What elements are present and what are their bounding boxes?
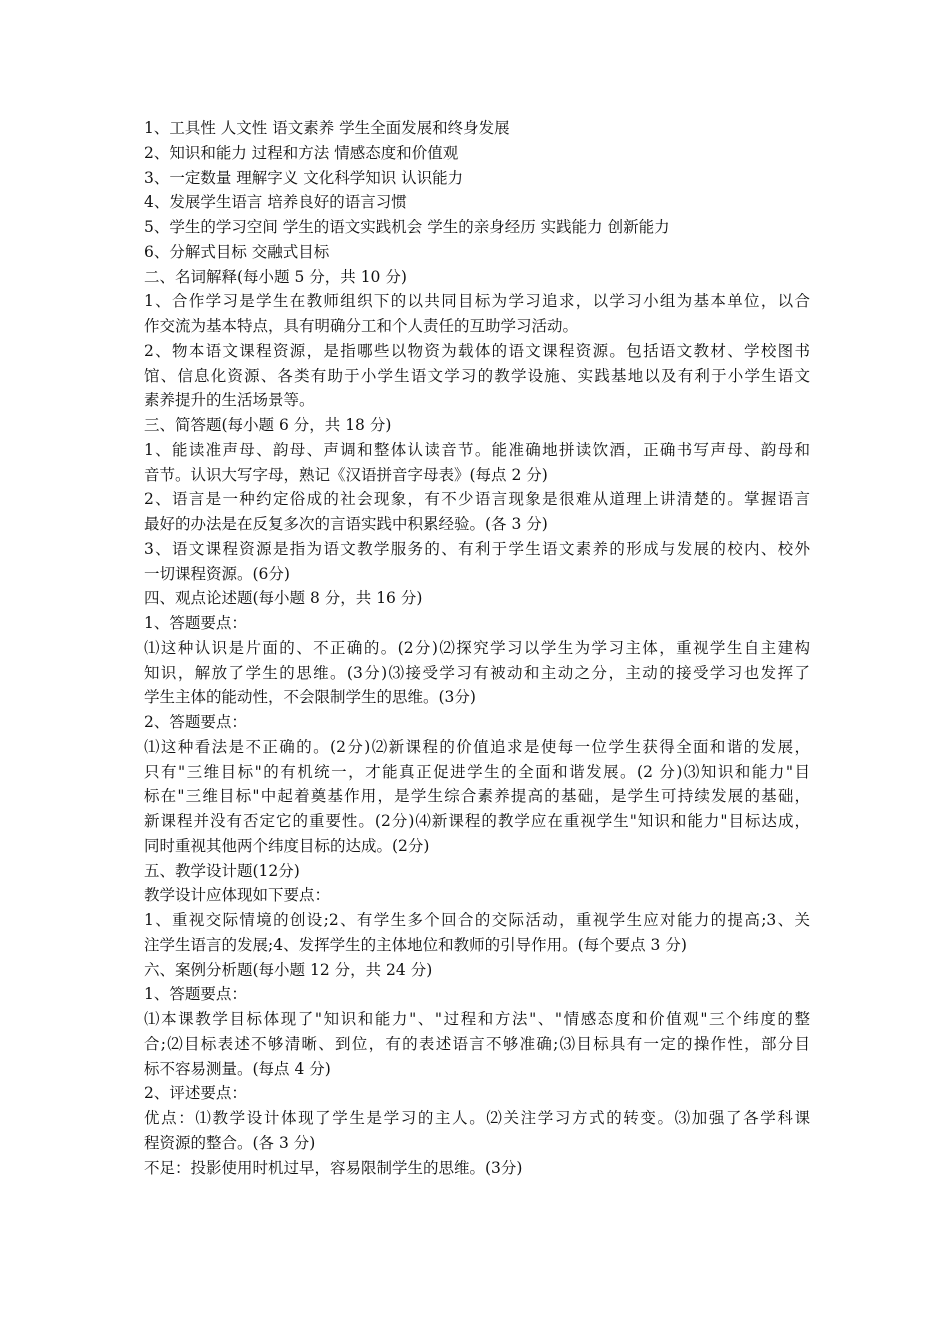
document-line: 六、案例分析题(每小题 12 分，共 24 分) (144, 960, 433, 979)
document-line: ⑴这种看法是不正确的。(2分)⑵新课程的价值追求是使每一位学生获得全面和谐的发展， (144, 737, 810, 756)
document-line: 1、能读准声母、韵母、声调和整体认读音节。能准确地拼读饮酒，正确书写声母、韵母和 (144, 440, 810, 459)
document-line: 3、一定数量 理解字义 文化科学知识 认识能力 (144, 168, 464, 187)
document-line: 不足：投影使用时机过早，容易限制学生的思维。(3分) (144, 1158, 523, 1177)
document-line: 2、语言是一种约定俗成的社会现象，有不少语言现象是很难从道理上讲清楚的。掌握语言 (144, 490, 810, 509)
document-line: 6、分解式目标 交融式目标 (144, 242, 330, 261)
document-line: 音节。认识大写字母，熟记《汉语拼音字母表》(每点 2 分) (144, 465, 548, 484)
document-line: ⑴这种认识是片面的、不正确的。(2分)⑵探究学习以学生为学习主体，重视学生自主建构 (144, 638, 810, 657)
document-line: 四、观点论述题(每小题 8 分，共 16 分) (144, 589, 423, 608)
answer-key-document (144, 116, 810, 1180)
document-line: 优点：⑴教学设计体现了学生是学习的主人。⑵关注学习方式的转变。⑶加强了各学科课 (144, 1109, 810, 1127)
document-line: 2、知识和能力 过程和方法 情感态度和价值观 (144, 143, 459, 162)
document-line: 教学设计应体现如下要点： (144, 886, 331, 905)
document-line: 1、工具性 人文性 语文素养 学生全面发展和终身发展 (144, 119, 510, 137)
document-line: 1、合作学习是学生在教师组织下的以共同目标为学习追求，以学习小组为基本单位，以合 (144, 292, 810, 311)
document-line: 二、名词解释(每小题 5 分，共 10 分) (144, 267, 407, 286)
document-line: 2、答题要点： (144, 713, 247, 731)
document-line: 1、答题要点： (144, 614, 247, 632)
document-line: 最好的办法是在反复多次的言语实践中积累经验。(各 3 分) (144, 515, 548, 533)
document-line: 学生主体的能动性，不会限制学生的思维。(3分) (144, 688, 476, 707)
document-line: 三、简答题(每小题 6 分，共 18 分) (144, 416, 392, 434)
document-line: 馆、信息化资源、各类有助于小学生语文学习的教学设施、实践基地以及有利于小学生语文 (144, 366, 810, 385)
document-line: 同时重视其他两个纬度目标的达成。(2分) (144, 836, 430, 855)
document-line: 作交流为基本特点，具有明确分工和个人责任的互助学习活动。 (144, 317, 579, 335)
document-line: 新课程并没有否定它的重要性。(2分)⑷新课程的教学应在重视学生"知识和能力"目标达成， (144, 812, 810, 830)
document-line: 程资源的整合。(各 3 分) (144, 1133, 316, 1152)
document-line: 4、发展学生语言 培养良好的语言习惯 (144, 193, 407, 212)
document-line: 标不容易测量。(每点 4 分) (144, 1059, 331, 1078)
document-line: 知识，解放了学生的思维。(3分)⑶接受学习有被动和主动之分，主动的接受学习也发挥了 (144, 663, 810, 682)
document-line: 素养提升的生活场景等。 (144, 391, 315, 410)
document-line: 合;⑵目标表述不够清晰、到位，有的表述语言不够准确;⑶目标具有一定的操作性，部分目 (144, 1034, 810, 1053)
document-line: 一切课程资源。(6分) (144, 564, 290, 583)
document-line: 注学生语言的发展;4、发挥学生的主体地位和教师的引导作用。(每个要点 3 分) (144, 935, 687, 954)
document-line: 1、答题要点： (144, 985, 247, 1004)
document-line: 3、语文课程资源是指为语文教学服务的、有利于学生语文素养的形成与发展的校内、校外 (144, 539, 810, 558)
document-line: 只有"三维目标"的有机统一，才能真正促进学生的全面和谐发展。(2 分)⑶知识和能力"目 (144, 762, 810, 781)
document-line: 标在"三维目标"中起着奠基作用，是学生综合素养提高的基础，是学生可持续发展的基础， (144, 787, 810, 806)
document-line: 5、学生的学习空间 学生的语文实践机会 学生的亲身经历 实践能力 创新能力 (144, 218, 670, 236)
document-line: ⑴本课教学目标体现了"知识和能力"、"过程和方法"、"情感态度和价值观"三个纬度的整 (144, 1010, 810, 1028)
document-line: 2、评述要点： (144, 1084, 247, 1103)
document-line: 2、物本语文课程资源，是指哪些以物资为载体的语文课程资源。包括语文教材、学校图书 (144, 341, 810, 360)
document-line: 五、教学设计题(12分) (144, 861, 300, 880)
document-line: 1、重视交际情境的创设;2、有学生多个回合的交际活动，重视学生应对能力的提高;3、关 (144, 911, 810, 929)
